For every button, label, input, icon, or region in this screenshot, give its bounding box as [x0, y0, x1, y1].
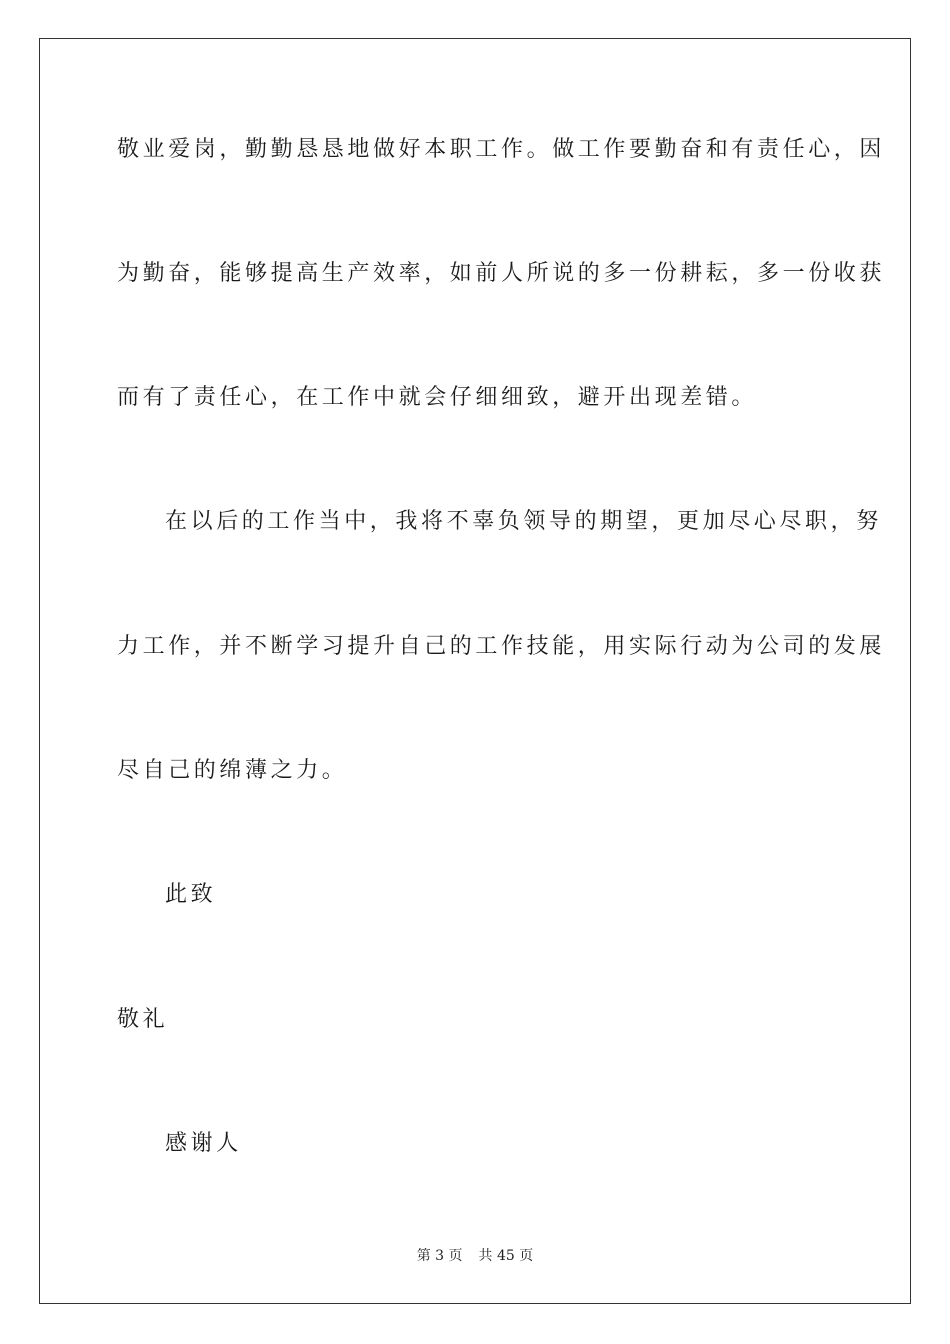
- body-text-line: 为勤奋，能够提高生产效率，如前人所说的多一份耕耘，多一份收获: [117, 261, 886, 286]
- body-text-line: 力工作，并不断学习提升自己的工作技能，用实际行动为公司的发展: [117, 634, 886, 659]
- paragraph-first-line: 在以后的工作当中，我将不辜负领导的期望，更加尽心尽职，努: [165, 509, 882, 534]
- body-text-line: 敬业爱岗，勤勤恳恳地做好本职工作。做工作要勤奋和有责任心，因: [117, 137, 886, 162]
- closing-salutation: 此致: [165, 882, 217, 907]
- page-footer: [0, 1246, 950, 1266]
- body-text-line: 而有了责任心，在工作中就会仔细细致，避开出现差错。: [117, 385, 758, 410]
- page-number: 第 3 页: [416, 1248, 463, 1264]
- closing-regards: 敬礼: [117, 1007, 169, 1032]
- signature-label: 感谢人: [165, 1131, 242, 1156]
- body-text-line: 尽自己的绵薄之力。: [117, 758, 348, 783]
- page-total: 共 45 页: [478, 1248, 534, 1264]
- page-border: [39, 38, 911, 1304]
